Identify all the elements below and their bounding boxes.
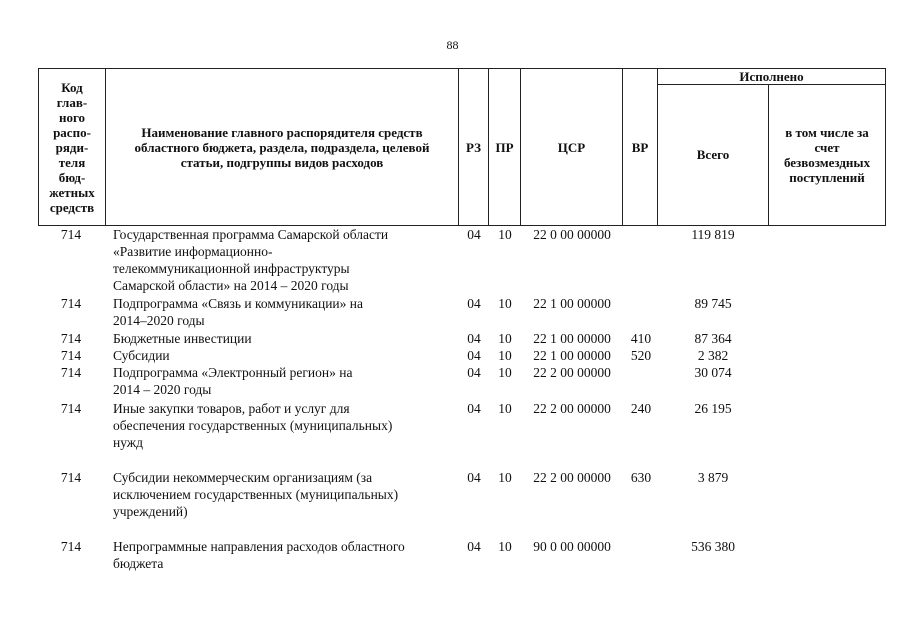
row-rz: 04 (467, 296, 481, 311)
row-code: 714 (60, 296, 82, 311)
header-total: Всего (657, 84, 769, 226)
row-csr: 22 2 00 00000 (533, 470, 611, 485)
row-code: 714 (60, 227, 82, 242)
row-rz: 04 (467, 470, 481, 485)
row-code: 714 (60, 539, 82, 554)
row-code: 714 (60, 401, 82, 416)
row-pr: 10 (498, 227, 512, 242)
row-rz: 04 (467, 348, 481, 363)
row-vr: 410 (630, 331, 652, 346)
row-pr: 10 (498, 539, 512, 554)
row-pr: 10 (498, 401, 512, 416)
header-gratuitous: в том числе за счет безвозмездных поступлений (768, 84, 886, 226)
row-code: 714 (60, 348, 82, 363)
row-total: 87 364 (694, 331, 732, 346)
row-pr: 10 (498, 365, 512, 380)
row-name: Подпрограмма «Связь и коммуникации» на 2014–2020 годы (113, 296, 363, 328)
row-csr: 22 0 00 00000 (533, 227, 611, 242)
row-total: 30 074 (694, 365, 732, 380)
row-name: Непрограммные направления расходов областного бюджета (113, 539, 405, 571)
header-csr: ЦСР (520, 68, 622, 226)
page-number: 88 (446, 38, 459, 52)
row-csr: 22 1 00 00000 (533, 296, 611, 311)
row-total: 2 382 (697, 348, 729, 363)
row-vr: 240 (630, 401, 652, 416)
row-code: 714 (60, 331, 82, 346)
row-total: 89 745 (694, 296, 732, 311)
header-code: Код глав- ного распо- ряди- теля бюд- жетных средств (38, 68, 105, 226)
header-vr: ВР (622, 68, 657, 226)
header-executed: Исполнено (657, 68, 886, 85)
row-rz: 04 (467, 539, 481, 554)
row-name: Подпрограмма «Электронный регион» на 2014 – 2020 годы (113, 365, 353, 397)
row-total: 119 819 (691, 227, 735, 242)
row-name: Субсидии некоммерческим организациям (за исключением государственных (муниципальных) учреждений) (113, 470, 399, 519)
row-pr: 10 (498, 296, 512, 311)
row-name: Бюджетные инвестиции (113, 331, 252, 346)
row-name: Субсидии (113, 348, 170, 363)
header-name: Наименование главного распорядителя средств областного бюджета, раздела, подраздела, целевой статьи, подгруппы видов расходов (105, 68, 458, 226)
row-rz: 04 (467, 401, 481, 416)
header-pr: ПР (488, 68, 520, 226)
row-code: 714 (60, 365, 82, 380)
row-vr: 630 (630, 470, 652, 485)
row-vr: 520 (630, 348, 652, 363)
row-name: Государственная программа Самарской области «Развитие информационно- телекоммуникационной инфраструктуры Самарской области» на 2014 – 2020 годы (113, 227, 389, 293)
row-name: Иные закупки товаров, работ и услуг для обеспечения государственных (муниципальных) нужд (113, 401, 393, 450)
row-csr: 22 2 00 00000 (533, 365, 611, 380)
row-csr: 22 1 00 00000 (533, 331, 611, 346)
row-csr: 22 2 00 00000 (533, 401, 611, 416)
row-csr: 90 0 00 00000 (533, 539, 611, 554)
row-pr: 10 (498, 348, 512, 363)
row-total: 3 879 (697, 470, 729, 485)
row-pr: 10 (498, 331, 512, 346)
header-rz: РЗ (458, 68, 488, 226)
row-total: 536 380 (691, 539, 735, 554)
row-csr: 22 1 00 00000 (533, 348, 611, 363)
row-pr: 10 (498, 470, 512, 485)
row-total: 26 195 (694, 401, 732, 416)
row-code: 714 (60, 470, 82, 485)
row-rz: 04 (467, 365, 481, 380)
row-rz: 04 (467, 227, 481, 242)
row-rz: 04 (467, 331, 481, 346)
